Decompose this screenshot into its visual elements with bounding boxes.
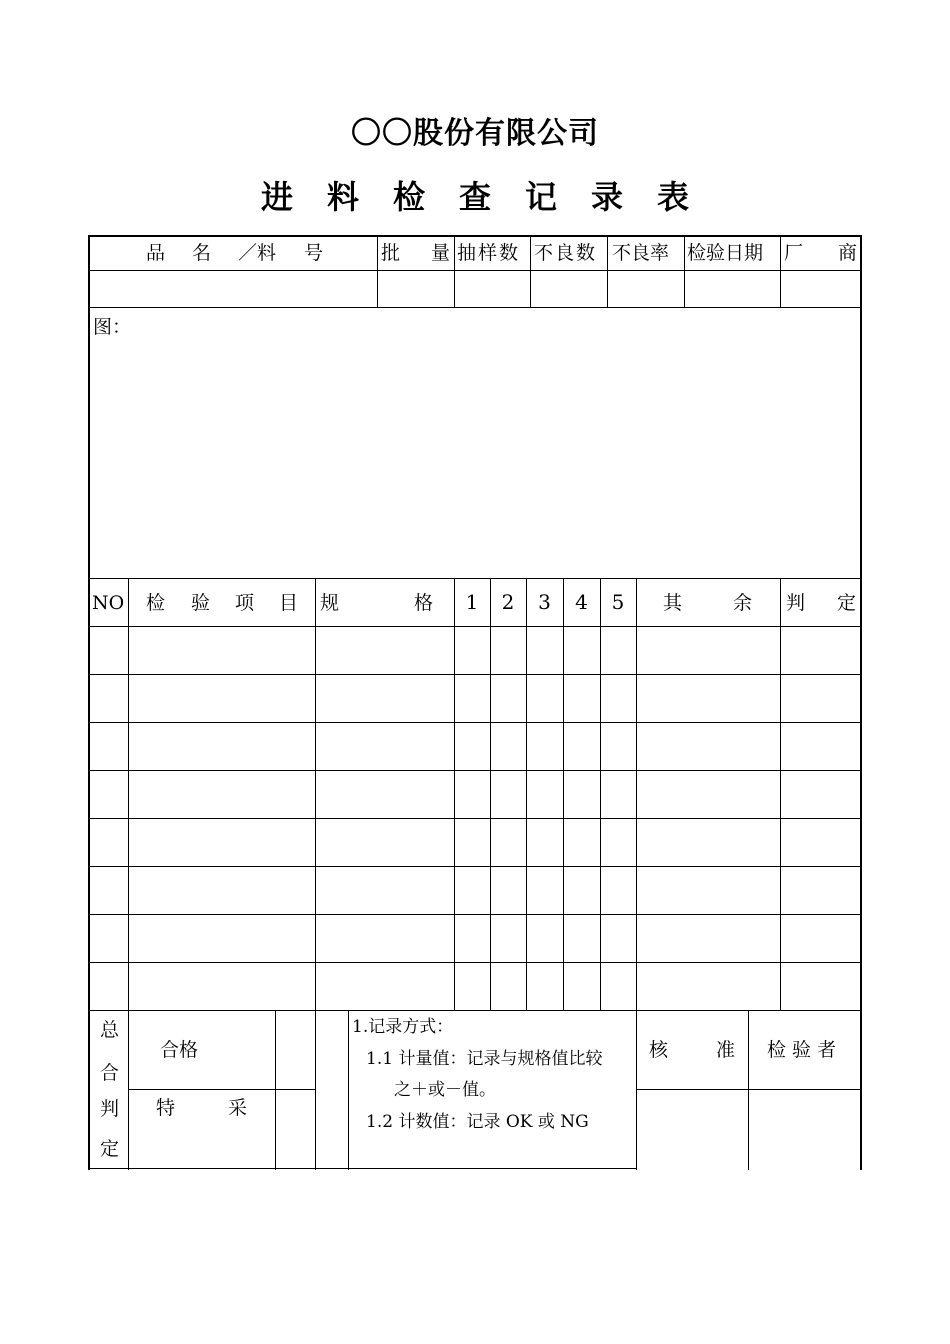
rule bbox=[315, 578, 316, 1010]
col-sample-2: 2 bbox=[501, 590, 515, 614]
note-line-3: 之＋或－值。 bbox=[394, 1080, 496, 1100]
title-char: 进 bbox=[260, 178, 293, 216]
rule bbox=[454, 235, 455, 307]
col-pinming-b: 名 bbox=[192, 242, 212, 264]
rule bbox=[600, 578, 601, 1010]
table-row-rule bbox=[88, 914, 862, 915]
note-line-1: 1.记录方式： bbox=[352, 1017, 454, 1037]
col-pinming-d: 号 bbox=[304, 242, 324, 264]
rule bbox=[88, 307, 862, 308]
overall-1: 总 bbox=[100, 1019, 120, 1041]
table-row-rule bbox=[88, 818, 862, 819]
col-other-b: 余 bbox=[733, 592, 753, 614]
border-left bbox=[88, 235, 90, 1170]
table-row-rule bbox=[88, 674, 862, 675]
rule bbox=[684, 235, 685, 307]
rule bbox=[636, 578, 637, 1010]
col-item-3: 项 bbox=[235, 592, 255, 614]
inspection-form bbox=[88, 235, 862, 1170]
rule bbox=[348, 1010, 349, 1170]
col-sample-3: 3 bbox=[538, 590, 551, 614]
rule bbox=[275, 1010, 276, 1170]
col-pinming-a: 品 bbox=[146, 242, 166, 264]
col-item-1: 检 bbox=[146, 592, 166, 614]
col-spec-b: 格 bbox=[414, 592, 434, 614]
company-name: 〇〇股份有限公司 bbox=[351, 116, 599, 151]
pass-label: 合格 bbox=[160, 1039, 199, 1061]
col-judge-b: 定 bbox=[837, 592, 857, 614]
rule bbox=[128, 1089, 315, 1090]
rule bbox=[128, 578, 129, 1170]
col-sample-5: 5 bbox=[611, 590, 625, 614]
note-line-2: 1.1 计量值：记录与规格值比较 bbox=[366, 1049, 603, 1069]
form-title bbox=[0, 172, 950, 218]
col-defect-rate: 不良率 bbox=[612, 242, 670, 264]
table-row-rule bbox=[88, 962, 862, 963]
title-char: 检 bbox=[392, 178, 425, 216]
rule bbox=[607, 235, 608, 307]
title-char: 料 bbox=[326, 178, 359, 216]
approve-a: 核 bbox=[649, 1039, 669, 1061]
note-line-4: 1.2 计数值：记录 OK 或 NG bbox=[366, 1112, 589, 1132]
rule bbox=[530, 235, 531, 307]
col-sample-1: 1 bbox=[465, 590, 479, 614]
col-sample-4: 4 bbox=[575, 590, 588, 614]
rule bbox=[88, 270, 862, 271]
col-date: 检验日期 bbox=[687, 242, 764, 264]
rule bbox=[748, 1010, 749, 1170]
rule bbox=[526, 578, 527, 1010]
overall-4: 定 bbox=[100, 1138, 120, 1160]
col-sample: 抽样数 bbox=[457, 242, 521, 264]
rule bbox=[377, 235, 378, 307]
col-no: NO bbox=[92, 592, 125, 614]
rule bbox=[454, 578, 455, 1010]
rule bbox=[780, 235, 781, 307]
col-defect: 不良数 bbox=[534, 242, 598, 264]
overall-2: 合 bbox=[100, 1062, 120, 1084]
border-right bbox=[860, 235, 862, 1170]
special-a: 特 bbox=[156, 1097, 176, 1119]
col-judge-a: 判 bbox=[786, 592, 806, 614]
col-pinming-c: ／料 bbox=[238, 242, 277, 264]
col-other-a: 其 bbox=[663, 592, 683, 614]
col-batch-b: 量 bbox=[431, 242, 451, 264]
title-char: 录 bbox=[591, 178, 624, 216]
rule bbox=[88, 1168, 637, 1169]
col-vendor-b: 商 bbox=[838, 242, 858, 264]
col-vendor-a: 厂 bbox=[784, 242, 804, 264]
rule bbox=[490, 578, 491, 1010]
rule bbox=[636, 1089, 862, 1090]
rule bbox=[636, 1010, 637, 1170]
special-b: 采 bbox=[228, 1097, 248, 1119]
rule bbox=[88, 626, 862, 627]
col-item-4: 目 bbox=[279, 592, 299, 614]
col-batch-a: 批 bbox=[381, 242, 401, 264]
col-item-2: 验 bbox=[191, 592, 211, 614]
title-char: 表 bbox=[657, 178, 690, 216]
rule bbox=[780, 578, 781, 1010]
approve-b: 准 bbox=[716, 1039, 736, 1061]
border-top bbox=[88, 235, 862, 237]
rule bbox=[315, 1010, 316, 1170]
title-char: 记 bbox=[525, 178, 558, 216]
col-spec-a: 规 bbox=[320, 592, 340, 614]
figure-label: 图： bbox=[93, 316, 132, 338]
overall-3: 判 bbox=[100, 1098, 120, 1120]
table-row-rule bbox=[88, 722, 862, 723]
title-char: 查 bbox=[458, 178, 491, 216]
rule bbox=[563, 578, 564, 1010]
inspector-label: 检 验 者 bbox=[767, 1039, 837, 1061]
table-row-rule bbox=[88, 1010, 862, 1011]
table-row-rule bbox=[88, 866, 862, 867]
table-row-rule bbox=[88, 770, 862, 771]
